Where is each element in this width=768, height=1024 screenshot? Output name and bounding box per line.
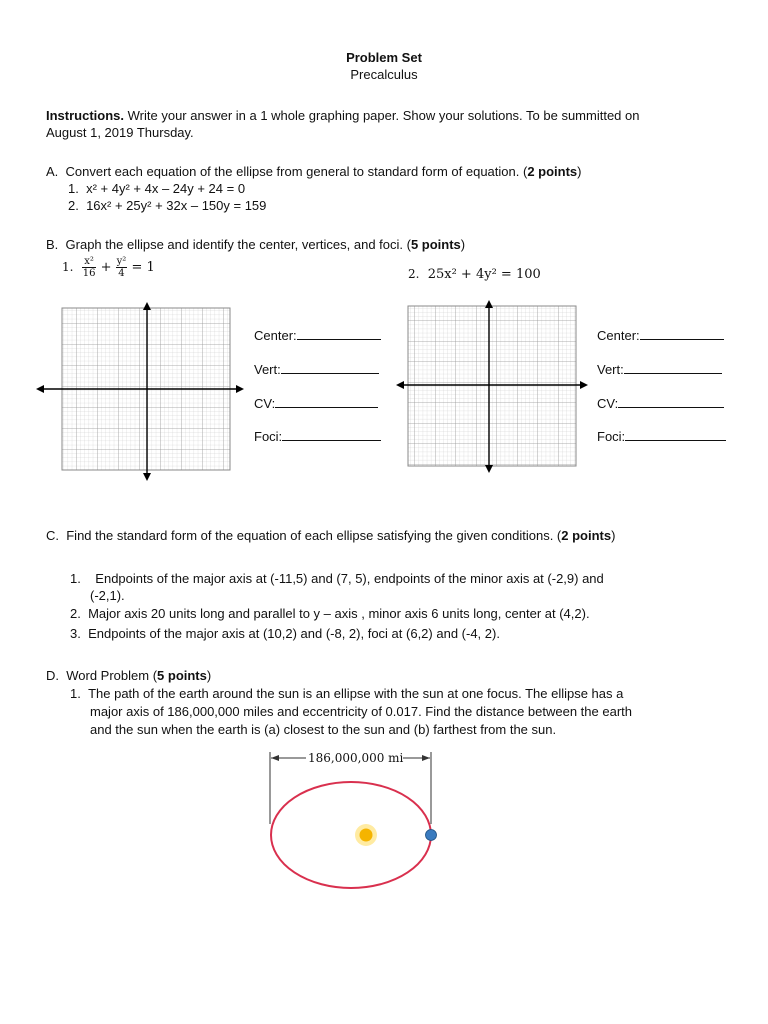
vert-field-2[interactable] — [597, 361, 722, 377]
equation-b1 — [62, 256, 155, 279]
section-c-item-2 — [70, 605, 590, 622]
instructions-text-1: Write your answer in a 1 whole graphing paper. Show your solutions. To be summitted on — [124, 108, 640, 123]
field-label: Vert: — [597, 362, 624, 377]
item-number: 3. — [70, 626, 81, 641]
section-b-text: Graph the ellipse and identify the center, vertices, and foci. ( — [65, 237, 411, 252]
item-number: 2. — [68, 198, 79, 213]
graph-grid-2 — [394, 300, 590, 474]
section-d-close: ) — [206, 668, 212, 683]
fraction-denominator: 4 — [118, 268, 125, 279]
section-a-text: Convert each equation of the ellipse from general to standard form of equation. ( — [65, 164, 528, 179]
page-title: Problem Set — [346, 50, 422, 65]
answer-line[interactable] — [625, 428, 726, 441]
cv-field-2[interactable] — [597, 395, 724, 411]
field-label: Vert: — [254, 362, 281, 377]
answer-line[interactable] — [275, 395, 378, 408]
center-field-2[interactable] — [597, 327, 724, 343]
section-c-letter: C. — [46, 528, 59, 543]
equation-text: 25x² + 4y² = 100 — [427, 267, 541, 282]
section-d-letter: D. — [46, 668, 59, 683]
plus-sign: + — [100, 260, 112, 275]
answer-line[interactable] — [618, 395, 724, 408]
equation-b2 — [408, 267, 541, 282]
item-text: Major axis 20 units long and parallel to y – axis , minor axis 6 units long, center at (4,2). — [88, 606, 590, 621]
center-field-1[interactable] — [254, 327, 381, 343]
orbit-diagram — [262, 748, 442, 896]
section-d-points: 5 points — [157, 668, 207, 683]
section-d-item-1-line-2: major axis of 186,000,000 miles and eccentricity of 0.017. Find the distance between the earth — [90, 704, 632, 719]
item-text: x² + 4y² + 4x – 24y + 24 = 0 — [86, 181, 246, 196]
section-c-points: 2 points — [561, 528, 612, 543]
orbit-figure — [262, 748, 442, 896]
graph-grid-1 — [34, 302, 246, 482]
section-d-item-1-line-3: and the sun when the earth is (a) closest to the sun and (b) farthest from the sun. — [90, 722, 557, 737]
section-c-item-3 — [70, 625, 500, 642]
section-c-text: Find the standard form of the equation of each ellipse satisfying the given conditions. ( — [66, 528, 562, 543]
section-d-text: Word Problem ( — [66, 668, 158, 683]
section-a-close: ) — [577, 164, 582, 179]
page-subtitle: Precalculus — [350, 67, 418, 82]
vert-field-1[interactable] — [254, 361, 379, 377]
section-a-heading — [46, 163, 582, 180]
field-label: Center: — [254, 328, 297, 343]
earth-icon — [426, 830, 437, 841]
instructions-line-2: August 1, 2019 Thursday. — [46, 125, 194, 140]
equation-number: 1. — [62, 260, 74, 274]
item-text: Endpoints of the major axis at (10,2) and (-8, 2), foci at (6,2) and (-4, 2). — [88, 626, 500, 641]
section-b-letter: B. — [46, 237, 59, 252]
section-b-points: 5 points — [410, 237, 461, 252]
instructions-line-1 — [46, 107, 639, 124]
answer-line[interactable] — [282, 428, 381, 441]
equation-rhs: = 1 — [131, 260, 155, 275]
field-label: CV: — [254, 396, 276, 411]
item-number: 1. — [70, 686, 81, 701]
section-b-close: ) — [460, 237, 466, 252]
item-text: Endpoints of the major axis at (-11,5) and (7, 5), endpoints of the minor axis at (-2,9) and — [91, 571, 604, 586]
section-a-item-1 — [68, 180, 245, 197]
field-label: Foci: — [597, 429, 626, 444]
answer-line[interactable] — [281, 361, 379, 374]
foci-field-2[interactable] — [597, 428, 726, 444]
section-c-item-1 — [70, 570, 604, 587]
sun-icon — [355, 824, 377, 846]
item-text: 16x² + 25y² + 32x – 150y = 159 — [86, 198, 267, 213]
equation-number: 2. — [408, 267, 420, 281]
section-d-item-1 — [70, 685, 623, 702]
fraction-denominator: 16 — [82, 268, 96, 279]
cv-field-1[interactable] — [254, 395, 378, 411]
section-c-close: ) — [611, 528, 616, 543]
section-d-heading — [46, 667, 211, 684]
item-number: 1. — [70, 571, 81, 586]
answer-line[interactable] — [640, 327, 724, 340]
section-b-heading — [46, 236, 465, 253]
item-number: 2. — [70, 606, 81, 621]
item-number: 1. — [68, 181, 79, 196]
major-axis-label: 186,000,000 mi — [308, 751, 404, 765]
field-label: CV: — [597, 396, 619, 411]
answer-line[interactable] — [297, 327, 381, 340]
fraction-x — [82, 256, 97, 279]
field-label: Center: — [597, 328, 640, 343]
section-c-heading — [46, 527, 615, 544]
fraction-numerator: y² — [116, 256, 127, 267]
fraction-numerator: x² — [82, 256, 97, 268]
answer-line[interactable] — [624, 361, 722, 374]
fraction-y — [116, 256, 128, 279]
section-a-points: 2 points — [527, 164, 578, 179]
instructions-label: Instructions. — [46, 108, 125, 123]
section-c-item-1-continued: (-2,1). — [90, 588, 125, 603]
section-a-item-2 — [68, 197, 266, 214]
item-text-line-1: The path of the earth around the sun is an ellipse with the sun at one focus. The ellipse has a — [88, 686, 624, 701]
field-label: Foci: — [254, 429, 283, 444]
foci-field-1[interactable] — [254, 428, 381, 444]
section-a-letter: A. — [46, 164, 59, 179]
